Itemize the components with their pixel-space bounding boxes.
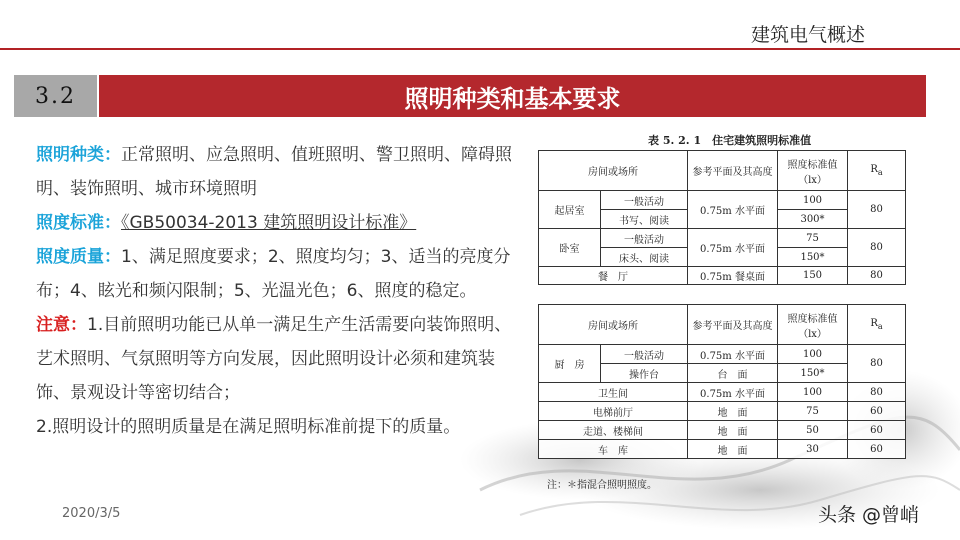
room-name: 车 库 bbox=[539, 440, 688, 459]
table-header-row bbox=[539, 151, 906, 191]
table-row bbox=[539, 345, 906, 364]
header-room: 房间或场所 bbox=[539, 151, 688, 191]
standard-label: 照度标准： bbox=[36, 213, 121, 233]
lux-value: 100 bbox=[778, 345, 848, 364]
header-plane: 参考平面及其高度 bbox=[688, 151, 778, 191]
ref-plane: 地 面 bbox=[688, 421, 778, 440]
lighting-standard-table-2 bbox=[538, 304, 906, 459]
ra-value: 80 bbox=[848, 383, 906, 402]
ref-plane: 地 面 bbox=[688, 440, 778, 459]
room-name: 厨 房 bbox=[539, 345, 601, 383]
ref-plane: 0.75m 水平面 bbox=[688, 191, 778, 229]
quality-paragraph bbox=[36, 240, 516, 308]
table-row bbox=[539, 267, 906, 285]
header-ra: $R_a$ bbox=[848, 305, 906, 345]
table-row bbox=[539, 421, 906, 440]
note-paragraph-2: 2.照明设计的照明质量是在满足照明标准前提下的质量。 bbox=[36, 417, 461, 437]
table-row bbox=[539, 383, 906, 402]
slide-date: 2020/3/5 bbox=[62, 506, 121, 521]
ra-value: 80 bbox=[848, 267, 906, 285]
ra-value: 60 bbox=[848, 421, 906, 440]
header-lux: 照度标准值（lx） bbox=[778, 305, 848, 345]
ra-value: 60 bbox=[848, 402, 906, 421]
lux-value: 75 bbox=[778, 229, 848, 248]
ref-plane: 0.75m 餐桌面 bbox=[688, 267, 778, 285]
lighting-types-text: 正常照明、应急照明、值班照明、警卫照明、障碍照明、装饰照明、城市环境照明 bbox=[36, 145, 512, 199]
note-label: 注意： bbox=[36, 315, 87, 335]
ref-plane: 地 面 bbox=[688, 402, 778, 421]
ref-plane: 台 面 bbox=[688, 364, 778, 383]
header-plane: 参考平面及其高度 bbox=[688, 305, 778, 345]
room-name: 走道、楼梯间 bbox=[539, 421, 688, 440]
note-paragraph bbox=[36, 308, 516, 410]
note-text: 1.目前照明功能已从单一满足生产生活需要向装饰照明、艺术照明、气氛照明等方向发展，因此照明设计必须和建筑装饰、景观设计等密切结合； bbox=[36, 315, 512, 403]
table-row bbox=[539, 402, 906, 421]
room-name: 卫生间 bbox=[539, 383, 688, 402]
table-row bbox=[539, 191, 906, 210]
room-name: 电梯前厅 bbox=[539, 402, 688, 421]
lux-value: 300* bbox=[778, 210, 848, 229]
chapter-title: 建筑电气概述 bbox=[750, 24, 865, 46]
table-row bbox=[539, 229, 906, 248]
table-note: 注：＊指混合照明照度。 bbox=[547, 480, 657, 491]
watermark: 头条 @曾峭 bbox=[818, 504, 920, 526]
header-room: 房间或场所 bbox=[539, 305, 688, 345]
quality-label: 照度质量： bbox=[36, 247, 121, 267]
sub-activity: 一般活动 bbox=[601, 191, 688, 210]
standard-paragraph bbox=[36, 206, 516, 240]
header-divider bbox=[0, 48, 960, 50]
sub-activity: 床头、阅读 bbox=[601, 248, 688, 267]
lighting-types-label: 照明种类： bbox=[36, 145, 121, 165]
lux-value: 50 bbox=[778, 421, 848, 440]
lux-value: 100 bbox=[778, 191, 848, 210]
ref-plane: 0.75m 水平面 bbox=[688, 345, 778, 364]
lux-value: 150 bbox=[778, 267, 848, 285]
lux-value: 100 bbox=[778, 383, 848, 402]
ra-value: 80 bbox=[848, 191, 906, 229]
content-body bbox=[36, 138, 516, 444]
lux-value: 75 bbox=[778, 402, 848, 421]
section-title: 照明种类和基本要求 bbox=[99, 75, 926, 117]
ra-value: 80 bbox=[848, 229, 906, 267]
ra-value: 60 bbox=[848, 440, 906, 459]
table-caption: 表 5. 2. 1 住宅建筑照明标准值 bbox=[648, 134, 812, 147]
lighting-standard-table-1 bbox=[538, 150, 906, 285]
lux-value: 150* bbox=[778, 364, 848, 383]
sub-activity: 一般活动 bbox=[601, 229, 688, 248]
room-name: 餐 厅 bbox=[539, 267, 688, 285]
header-ra: $R_a$ bbox=[848, 151, 906, 191]
section-header bbox=[14, 75, 926, 117]
standard-text: 《GB50034-2013 建筑照明设计标准》 bbox=[121, 213, 417, 233]
quality-text: 1、满足照度要求；2、照度均匀；3、适当的亮度分布；4、眩光和频闪限制；5、光温光色；6、照度的稳定。 bbox=[36, 247, 511, 301]
sub-activity: 书写、阅读 bbox=[601, 210, 688, 229]
ref-plane: 0.75m 水平面 bbox=[688, 229, 778, 267]
lighting-types-paragraph bbox=[36, 138, 516, 206]
table-header-row bbox=[539, 305, 906, 345]
table-row bbox=[539, 440, 906, 459]
sub-activity: 一般活动 bbox=[601, 345, 688, 364]
sub-activity: 操作台 bbox=[601, 364, 688, 383]
lux-value: 150* bbox=[778, 248, 848, 267]
room-name: 起居室 bbox=[539, 191, 601, 229]
lux-value: 30 bbox=[778, 440, 848, 459]
room-name: 卧室 bbox=[539, 229, 601, 267]
ref-plane: 0.75m 水平面 bbox=[688, 383, 778, 402]
ra-value: 80 bbox=[848, 345, 906, 383]
section-number: 3.2 bbox=[14, 75, 97, 117]
header-lux: 照度标准值（lx） bbox=[778, 151, 848, 191]
